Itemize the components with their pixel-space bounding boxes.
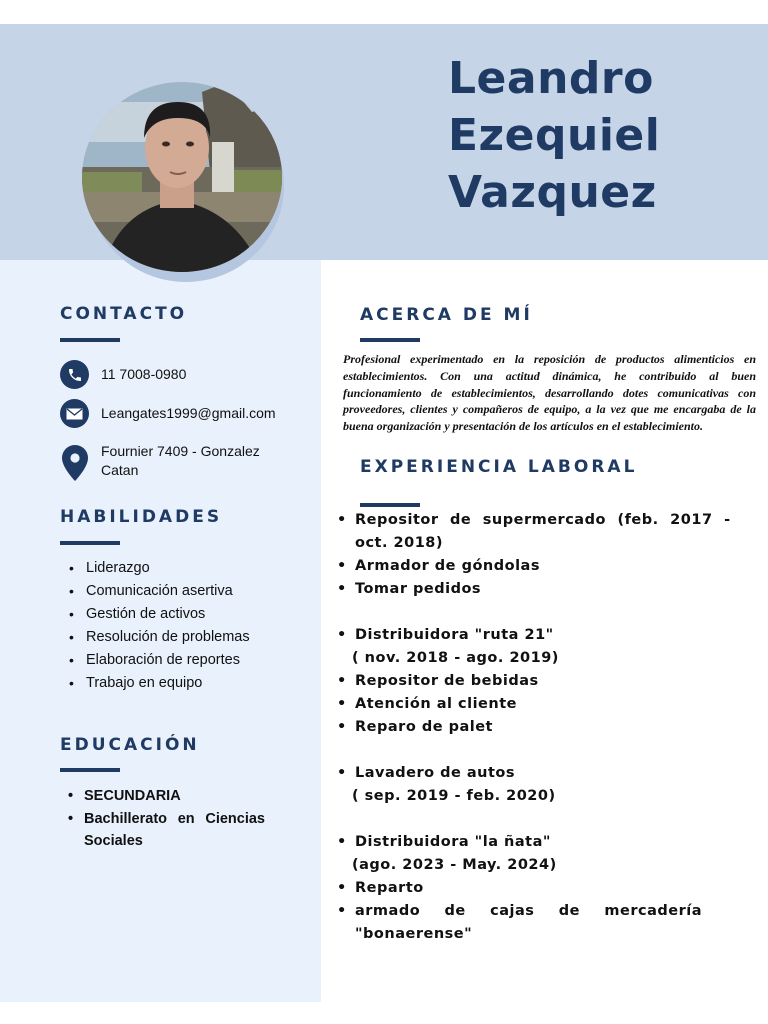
education-item: • Bachillerato en Ciencias Sociales — [60, 808, 265, 852]
phone-icon — [60, 360, 89, 389]
skill-item: • Resolución de problemas — [60, 626, 250, 649]
about-text: Profesional experimentado en la reposición de productos alimenticios en establecimientos. Con una actitud dinámica, he contribuido al buen funcionamiento de establecimientos, desarrollando dotes comunicativas con proveedores, clientes y compañeros de equipo, a la vez que me encargaba de la buena organización y presentación de los artículos en el establecimiento. — [343, 352, 756, 434]
first-name: Leandro — [448, 53, 654, 104]
job-4-task: • Reparto — [335, 877, 702, 900]
profile-photo — [82, 82, 282, 272]
contact-email — [60, 399, 276, 428]
email-text: Leangates1999@gmail.com — [101, 405, 276, 421]
job-2-task: • Reparo de palet — [335, 716, 702, 739]
education-title: EDUCACIÓN — [60, 735, 200, 755]
experience-divider — [360, 503, 420, 507]
job-1-title-text: • Repositor de supermercado (feb. 2017 - — [355, 512, 731, 528]
phone-text: 11 7008-0980 — [101, 366, 187, 382]
skill-item: • Gestión de activos — [60, 603, 250, 626]
job-2-task: • Repositor de bebidas — [335, 670, 702, 693]
job-1-task: • Armador de góndolas — [335, 555, 702, 578]
job-4-task: • armado de cajas de mercadería "bonaerense" — [335, 900, 702, 946]
address-text: Fournier 7409 - Gonzalez Catan — [101, 443, 260, 478]
job-3-title: • Lavadero de autos — [335, 762, 702, 785]
about-divider — [360, 338, 420, 342]
job-2-task: • Atención al cliente — [335, 693, 702, 716]
last-name: Vazquez — [448, 167, 657, 218]
contact-divider — [60, 338, 120, 342]
job-2-title: • Distribuidora "ruta 21" — [335, 624, 702, 647]
skills-list — [60, 557, 250, 695]
mail-icon — [60, 399, 89, 428]
job-2-dates: ( nov. 2018 - ago. 2019) — [352, 650, 559, 666]
contact-address — [60, 442, 276, 481]
job-4-dates: (ago. 2023 - May. 2024) — [352, 857, 557, 873]
education-item: • SECUNDARIA — [60, 785, 265, 807]
job-4-title: • Distribuidora "la ñata" — [335, 831, 702, 854]
full-name — [448, 50, 660, 221]
contact-phone — [60, 360, 186, 389]
skills-title: HABILIDADES — [60, 507, 223, 527]
job-1-title — [335, 509, 731, 532]
middle-name: Ezequiel — [448, 110, 661, 161]
experience-list — [335, 509, 731, 946]
about-title: ACERCA DE MÍ — [360, 305, 533, 325]
experience-title: EXPERIENCIA LABORAL — [360, 457, 638, 477]
education-divider — [60, 768, 120, 772]
contact-title: CONTACTO — [60, 304, 188, 324]
job-1-dates: oct. 2018) — [355, 535, 444, 551]
skills-divider — [60, 541, 120, 545]
job-3-dates: ( sep. 2019 - feb. 2020) — [352, 788, 556, 804]
location-pin-icon — [60, 445, 89, 481]
skill-item: • Liderazgo — [60, 557, 250, 580]
job-1-task: • Tomar pedidos — [335, 578, 702, 601]
skill-item: • Comunicación asertiva — [60, 580, 250, 603]
skill-item: • Trabajo en equipo — [60, 672, 250, 695]
education-list — [60, 785, 265, 853]
skill-item: • Elaboración de reportes — [60, 649, 250, 672]
